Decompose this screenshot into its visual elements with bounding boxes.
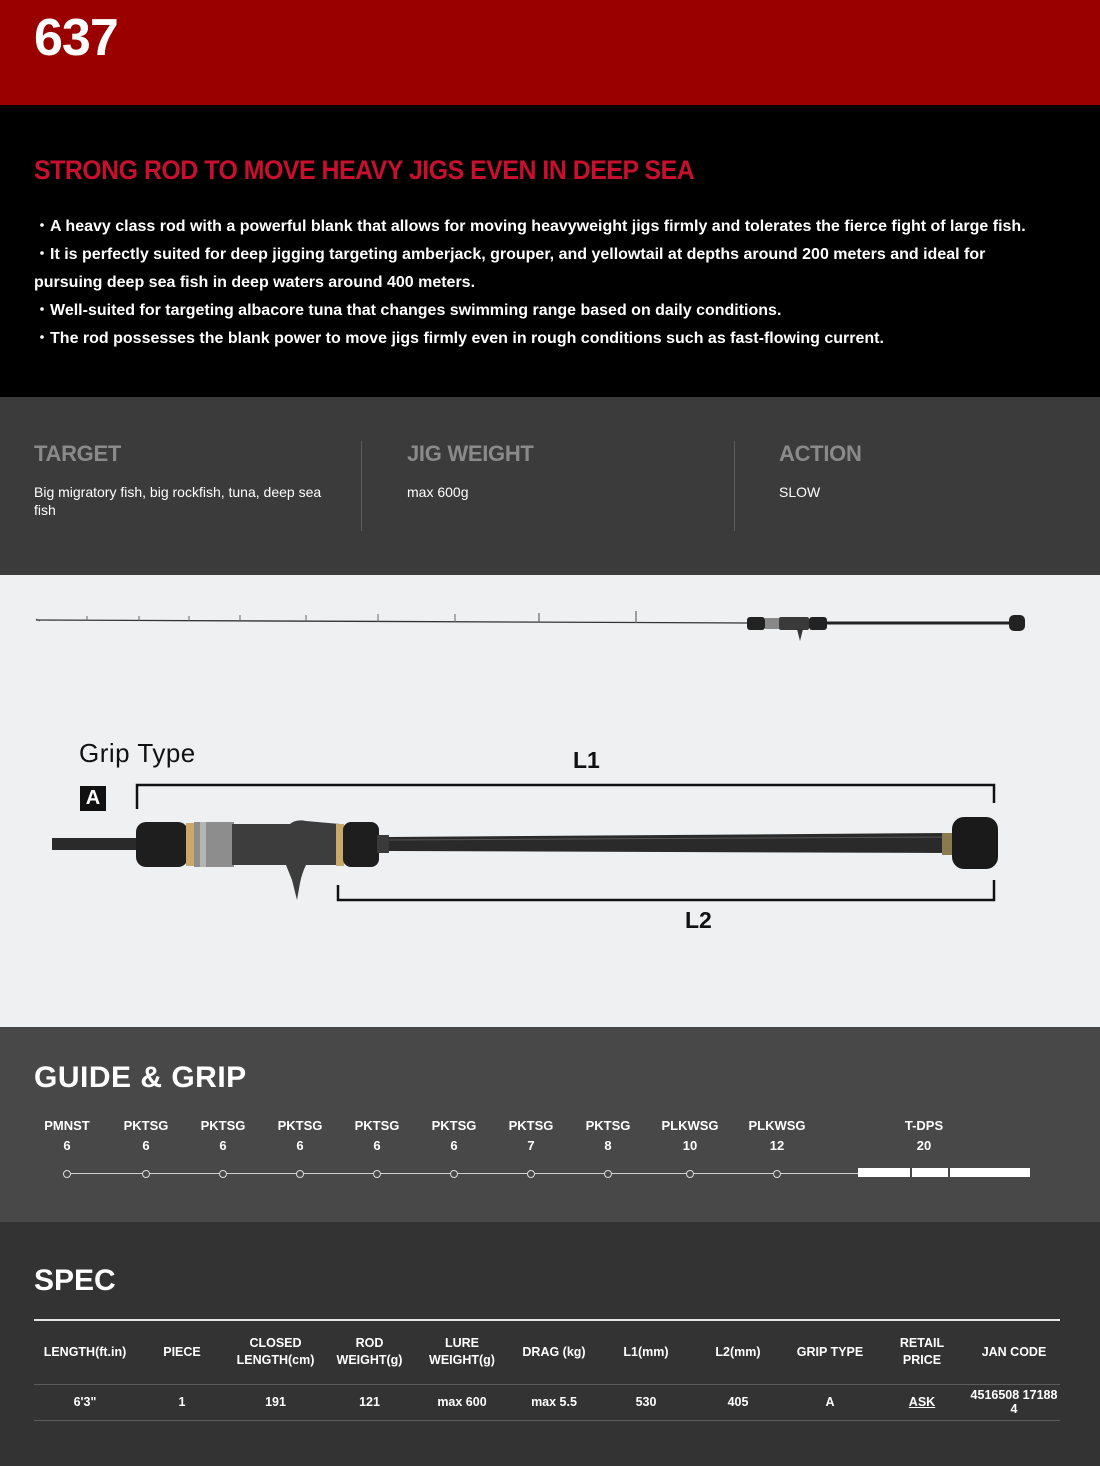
guide-marker xyxy=(686,1170,694,1178)
spec-table xyxy=(34,1319,1060,1421)
attr-label: TARGET xyxy=(34,441,122,466)
guide-name: PKTSG xyxy=(200,1118,246,1133)
intro-section xyxy=(0,105,1100,397)
guide-grip-title: GUIDE & GRIP xyxy=(34,1061,247,1094)
l1-label: L1 xyxy=(573,747,600,773)
guide-item xyxy=(337,1116,417,1156)
feature-list xyxy=(34,213,1044,353)
attr-action xyxy=(779,441,1100,531)
spec-cell: 4516508 17188 4 xyxy=(968,1384,1060,1420)
guide-size: 12 xyxy=(769,1138,785,1153)
spec-cell: 1 xyxy=(136,1384,228,1420)
spec-header: JAN CODE xyxy=(981,1344,1047,1359)
retail-price-link[interactable]: ASK xyxy=(876,1384,968,1420)
feature-bullet: ・ A heavy class rod with a powerful blank that allows for moving heavyweight jigs firmly and tolerates the fierce fight of large fish. xyxy=(34,213,1044,241)
guide-item xyxy=(568,1116,648,1156)
headline: STRONG ROD TO MOVE HEAVY JIGS EVEN IN DEEP SEA xyxy=(34,155,695,185)
reel-seat-segment xyxy=(912,1168,948,1177)
spec-cell: max 5.5 xyxy=(508,1384,600,1420)
full-rod-image xyxy=(36,611,1025,641)
spec-header: L2(mm) xyxy=(715,1344,761,1359)
guide-size: 6 xyxy=(219,1138,227,1153)
attr-jig-weight xyxy=(407,441,737,531)
spec-header: L1(mm) xyxy=(623,1344,669,1359)
attr-label: JIG WEIGHT xyxy=(407,441,534,466)
guide-name: PKTSG xyxy=(508,1118,554,1133)
divider xyxy=(734,441,735,531)
guide-size: 10 xyxy=(682,1138,698,1153)
spec-cell: 6'3" xyxy=(34,1384,136,1420)
spec-cell: 191 xyxy=(228,1384,323,1420)
guide-size: 6 xyxy=(142,1138,150,1153)
divider xyxy=(361,441,362,531)
guide-item xyxy=(737,1116,817,1156)
l2-label: L2 xyxy=(685,907,712,933)
guide-item xyxy=(650,1116,730,1156)
grip-type-label: Grip Type xyxy=(79,738,196,768)
rod-diagram xyxy=(0,575,1100,1027)
guide-item xyxy=(183,1116,263,1156)
reel-seat-name: T-DPS xyxy=(904,1118,944,1133)
model-number: 637 xyxy=(34,9,118,67)
guide-size: 8 xyxy=(604,1138,612,1153)
spec-header: CLOSED LENGTH(cm) xyxy=(236,1336,315,1368)
spec-header: LURE WEIGHT(g) xyxy=(429,1336,495,1368)
spec-title: SPEC xyxy=(34,1264,116,1297)
guide-size: 6 xyxy=(63,1138,71,1153)
guide-name: PLKWSG xyxy=(661,1118,719,1133)
spec-cell: 530 xyxy=(600,1384,692,1420)
header-banner xyxy=(0,0,1100,105)
feature-bullet: ・ Well-suited for targeting albacore tuna that changes swimming range based on daily conditions. xyxy=(34,297,1044,325)
guide-name: PKTSG xyxy=(123,1118,169,1133)
guide-marker xyxy=(63,1170,71,1178)
grip-type-badge: A xyxy=(80,786,106,811)
guide-name: PKTSG xyxy=(431,1118,477,1133)
spec-cell: max 600 xyxy=(416,1384,508,1420)
guide-name: PKTSG xyxy=(585,1118,631,1133)
attr-value: SLOW xyxy=(779,484,821,500)
guide-size: 6 xyxy=(296,1138,304,1153)
spec-cell: 405 xyxy=(692,1384,784,1420)
feature-bullet: ・ The rod possesses the blank power to move jigs firmly even in rough conditions such as fast-flowing current. xyxy=(34,325,1044,353)
attr-value: max 600g xyxy=(407,484,469,500)
attr-value: Big migratory fish, big rockfish, tuna, deep sea fish xyxy=(34,484,322,518)
spec-header: LENGTH(ft.in) xyxy=(43,1344,127,1359)
guide-item xyxy=(106,1116,186,1156)
grip-segment xyxy=(858,1168,910,1177)
attr-target xyxy=(34,441,364,531)
guide-item xyxy=(27,1116,107,1156)
rod-illustration xyxy=(0,575,1100,1027)
grip-segment xyxy=(950,1168,1030,1177)
spec-row xyxy=(34,1384,1060,1420)
guide-marker xyxy=(296,1170,304,1178)
spec-header: DRAG (kg) xyxy=(522,1344,586,1359)
guide-line xyxy=(66,1173,858,1174)
guide-item xyxy=(491,1116,571,1156)
reel-seat-item xyxy=(884,1116,964,1156)
guide-marker xyxy=(527,1170,535,1178)
guide-marker xyxy=(773,1170,781,1178)
guide-marker xyxy=(373,1170,381,1178)
guide-marker xyxy=(219,1170,227,1178)
guide-marker xyxy=(142,1170,150,1178)
spec-section xyxy=(0,1222,1100,1466)
attr-label: ACTION xyxy=(779,441,862,466)
spec-header: PIECE xyxy=(163,1344,201,1359)
spec-cell: A xyxy=(784,1384,876,1420)
spec-header: RETAIL PRICE xyxy=(899,1336,945,1368)
guide-name: PKTSG xyxy=(277,1118,323,1133)
guide-item xyxy=(414,1116,494,1156)
guide-marker xyxy=(450,1170,458,1178)
spec-header-row xyxy=(34,1320,1060,1384)
spec-header: GRIP TYPE xyxy=(796,1344,864,1359)
reel-seat-size: 20 xyxy=(916,1138,932,1153)
guide-marker xyxy=(604,1170,612,1178)
guide-name: PKTSG xyxy=(354,1118,400,1133)
grip-closeup-image xyxy=(52,817,998,900)
guide-size: 6 xyxy=(373,1138,381,1153)
feature-bullet: ・ It is perfectly suited for deep jigging targeting amberjack, grouper, and yellowtail at depths around 200 meters and ideal for pursuing deep sea fish in deep waters around 400 meters. xyxy=(34,241,1044,297)
guide-grip-section xyxy=(0,1027,1100,1222)
spec-cell: 121 xyxy=(323,1384,416,1420)
guide-name: PMNST xyxy=(44,1118,90,1133)
guide-size: 7 xyxy=(527,1138,535,1153)
guide-size: 6 xyxy=(450,1138,458,1153)
spec-header: ROD WEIGHT(g) xyxy=(336,1336,403,1368)
guide-name: PLKWSG xyxy=(748,1118,806,1133)
guide-item xyxy=(260,1116,340,1156)
attributes-section xyxy=(0,397,1100,575)
